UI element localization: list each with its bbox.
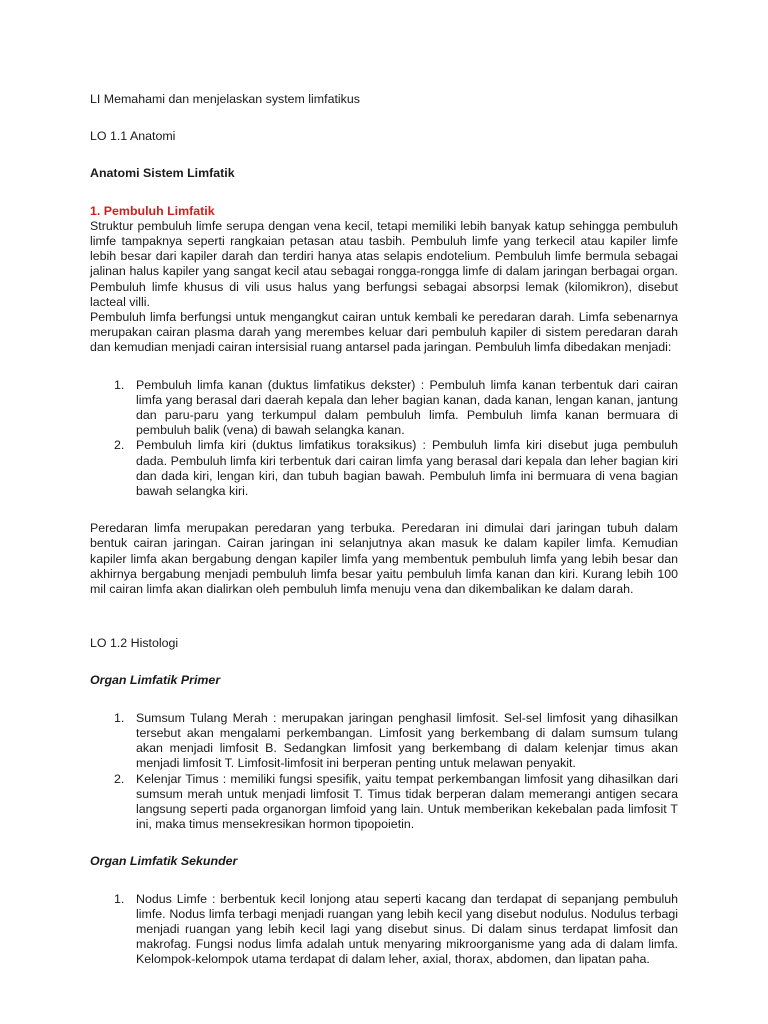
- list-text: Kelenjar Timus : memiliki fungsi spesifik, yaitu tempat perkembangan limfosit yang dihasilkan dari sumsum merah untuk menjadi limfosit T. Timus tidak berperan dalam memerangi antigen secara langsung seperti pada organorgan limfoid yang lain. Untuk memberikan kekebalan pada limfosit T ini, maka timus mensekresikan hormon tipopoietin.: [136, 771, 678, 832]
- list-number: 1.: [114, 377, 125, 392]
- list-item: [90, 711, 678, 772]
- list-text: Pembuluh limfa kiri (duktus limfatikus toraksikus) : Pembuluh limfa kiri disebut juga pembuluh dada. Pembuluh limfa kiri terbentuk dari cairan limfa yang berasal dari kepala dan leher bagian kiri dan dada kiri, lengan kiri, dan tubuh bagian bawah. Pembuluh limfa ini bermuara di vena bagian bawah selangka kiri.: [136, 438, 678, 499]
- sekunder-list: [90, 892, 678, 968]
- list-text: Pembuluh limfa kanan (duktus limfatikus dekster) : Pembuluh limfa kanan terbentuk dari cairan limfa yang berasal dari daerah kepala dan leher bagian kanan, dada kanan, lengan kanan, jantung dan paru-paru yang terkumpul dalam pembuluh limfa. Pembuluh limfa kanan bermuara di pembuluh balik (vena) di bawah selangka kanan.: [136, 377, 678, 438]
- list-text: Nodus Limfe : berbentuk kecil lonjong atau seperti kacang dan terdapat di sepanjang pembuluh limfe. Nodus limfa terbagi menjadi ruangan yang lebih kecil yang disebut nodulus. Nodulus terbagi menjadi ruangan yang lebih kecil lagi yang disebut sinus. Di dalam sinus terdapat limfosit dan makrofag. Fungsi nodus limfa adalah untuk menyaring mikroorganisme yang ada di dalam limfa. Kelompok-kelompok utama terdapat di dalam leher, axial, thorax, abdomen, dan lipatan paha.: [136, 891, 678, 967]
- list-number: 1.: [114, 710, 125, 725]
- list-item: [90, 378, 678, 439]
- list-item: [90, 438, 678, 499]
- list-number: 1.: [114, 891, 125, 906]
- primer-list: [90, 711, 678, 833]
- sekunder-heading: Organ Limfatik Sekunder: [90, 854, 238, 869]
- primer-heading: Organ Limfatik Primer: [90, 673, 221, 688]
- list-number: 2.: [114, 771, 125, 786]
- anatomi-heading: Anatomi Sistem Limfatik: [90, 166, 235, 181]
- section1-heading: 1. Pembuluh Limfatik: [90, 203, 215, 218]
- list-number: 2.: [114, 438, 125, 453]
- list-text: Sumsum Tulang Merah : merupakan jaringan penghasil limfosit. Sel-sel limfosit yang dihasilkan tersebut akan mengalami perkembangan. Limfosit yang berkembang di dalam sumsum tulang akan menjadi limfosit B. Sedangkan limfosit yang berkembang di dalam kelenjar timus akan menjadi limfosit T. Limfosit-limfosit ini berperan penting untuk melawan penyakit.: [136, 710, 678, 771]
- list-item: [90, 892, 678, 968]
- lo-histologi: LO 1.2 Histologi: [90, 636, 179, 651]
- lo-anatomi: LO 1.1 Anatomi: [90, 129, 176, 144]
- pembuluh-list: [90, 378, 678, 500]
- section1-para2: Pembuluh limfa berfungsi untuk mengangkut cairan untuk kembali ke peredaran darah. Limfa sebenarnya merupakan cairan plasma darah yang merembes keluar dari pembuluh kapiler di sistem peredaran darah dan kemudian menjadi cairan intersisial ruang antarsel pada jaringan. Pembuluh limfa dibedakan menjadi:: [90, 310, 678, 355]
- li-title: LI Memahami dan menjelaskan system limfatikus: [90, 92, 360, 106]
- section1-para1: Struktur pembuluh limfe serupa dengan vena kecil, tetapi memiliki lebih banyak katup sehingga pembuluh limfe tampaknya seperti rangkaian petasan atau tasbih. Pembuluh limfe yang terkecil atau kapiler limfe lebih besar dari kapiler darah dan terdiri hanya atas selapis endotelium. Pembuluh limfe bermula sebagai jalinan halus kapiler yang sangat kecil atau sebagai rongga-rongga limfe di dalam jaringan berbagai organ. Pembuluh limfe khusus di vili usus halus yang berfungsi sebagai absorpsi lemak (kilomikron), disebut lacteal villi.: [90, 218, 678, 309]
- list-item: [90, 772, 678, 833]
- peredaran-paragraph: Peredaran limfa merupakan peredaran yang terbuka. Peredaran ini dimulai dari jaringan tubuh dalam bentuk cairan jaringan. Cairan jaringan ini selanjutnya akan masuk ke dalam kapiler limfa. Kemudian kapiler limfa akan bergabung dengan kapiler limfa yang membentuk pembuluh limfa yang lebih besar dan akhirnya bergabung menjadi pembuluh limfa besar yaitu pembuluh limfa kanan dan kiri. Kurang lebih 100 mil cairan limfa akan dialirkan oleh pembuluh limfa menuju vena dan dikembalikan ke dalam darah.: [90, 521, 678, 597]
